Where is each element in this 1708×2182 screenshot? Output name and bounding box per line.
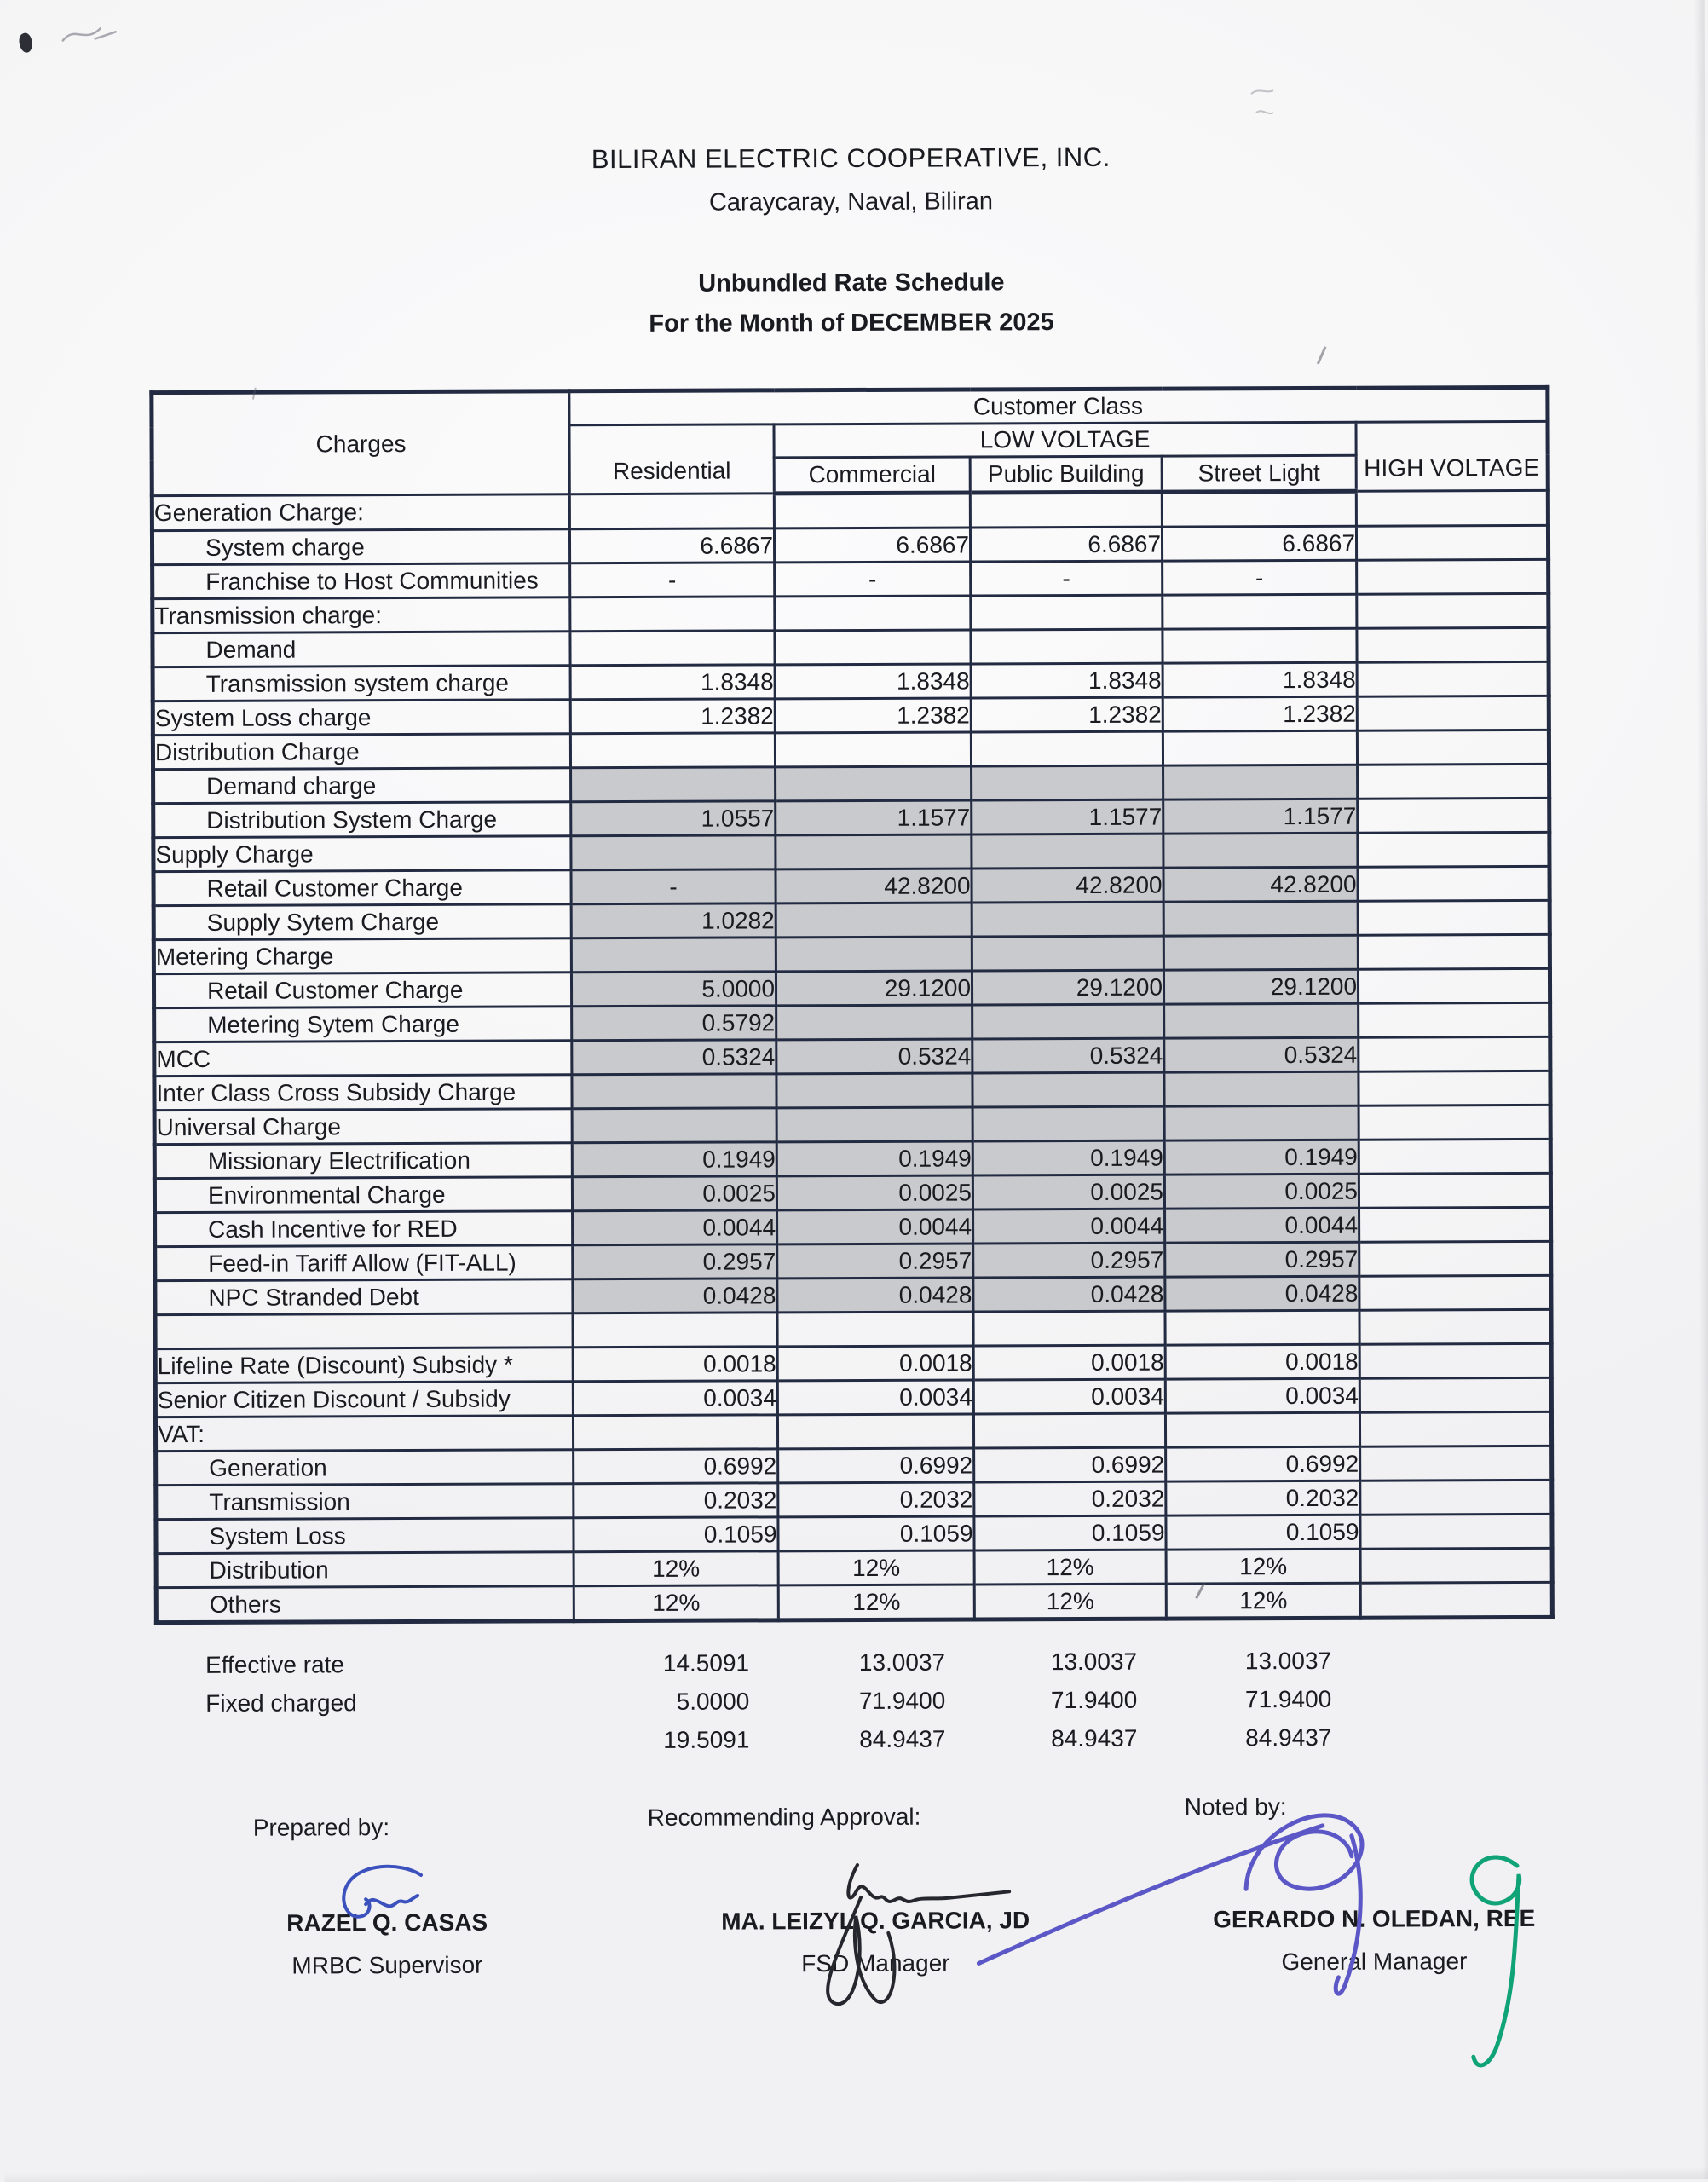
cell-high-voltage <box>1357 730 1549 765</box>
charge-label: MCC <box>154 1041 572 1077</box>
summary-residential: 14.5091 <box>662 1648 750 1677</box>
cell-commercial <box>775 596 971 631</box>
table-row <box>153 832 1549 871</box>
table-row <box>153 900 1549 939</box>
company-name: BILIRAN ELECTRIC COOPERATIVE, INC. <box>591 141 1111 175</box>
cell-high-voltage <box>1358 764 1549 799</box>
cell-high-voltage <box>1359 1309 1551 1344</box>
cell-street-light <box>1165 1412 1359 1447</box>
cell-high-voltage <box>1359 1105 1550 1140</box>
table-row <box>153 730 1549 769</box>
cell-residential: 5.0000 <box>571 972 776 1007</box>
cell-public-building: 1.8348 <box>971 663 1163 698</box>
prepared-title: MRBC Supervisor <box>291 1951 483 1979</box>
pencil-scribble-artifact <box>58 18 126 52</box>
header-residential: Residential <box>569 424 774 494</box>
recommending-name: MA. LEIZYL Q. GARCIA, JD <box>721 1907 1030 1935</box>
charge-label <box>155 1313 573 1349</box>
summary-label: Effective rate <box>205 1650 345 1678</box>
header-street-light: Street Light <box>1162 455 1356 492</box>
cell-residential <box>571 835 776 870</box>
summary-row <box>154 1641 1550 1684</box>
cell-street-light: 42.8200 <box>1163 867 1358 902</box>
cell-commercial: 0.1059 <box>778 1516 974 1551</box>
cell-residential: - <box>570 563 775 597</box>
table-row <box>155 1241 1551 1280</box>
cell-public-building <box>972 1004 1164 1039</box>
summary-high-voltage <box>1359 1698 1550 1699</box>
cell-street-light <box>1164 1071 1359 1106</box>
cell-commercial: 0.0034 <box>777 1380 973 1415</box>
schedule-title: Unbundled Rate Schedule <box>698 268 1005 297</box>
cell-public-building: 0.0034 <box>973 1379 1165 1414</box>
signature-block-prepared <box>178 1813 597 1980</box>
cell-commercial: - <box>775 562 971 597</box>
table-row <box>156 1480 1552 1519</box>
cell-commercial: 0.0044 <box>777 1209 973 1244</box>
cell-public-building: 0.0025 <box>972 1175 1164 1209</box>
cell-residential: 0.0025 <box>572 1176 776 1211</box>
cell-street-light: 0.0025 <box>1164 1174 1359 1209</box>
cell-public-building: 0.6992 <box>974 1447 1166 1482</box>
noted-title: General Manager <box>1281 1948 1468 1976</box>
charge-label: Distribution Charge <box>153 734 570 770</box>
table-row <box>153 593 1549 632</box>
cell-public-building: 0.0044 <box>973 1209 1165 1244</box>
cell-street-light: 0.0018 <box>1165 1344 1359 1379</box>
cell-high-voltage <box>1357 593 1549 628</box>
charge-label: Inter Class Cross Subsidy Charge <box>154 1075 572 1111</box>
table-row <box>156 1514 1552 1553</box>
cell-public-building <box>971 629 1163 664</box>
cell-high-voltage <box>1357 559 1549 594</box>
cell-commercial: 42.8200 <box>776 869 972 903</box>
cell-commercial: 1.8348 <box>775 664 971 699</box>
table-row <box>154 1105 1550 1144</box>
charge-label: Cash Incentive for RED <box>155 1211 573 1247</box>
cell-public-building <box>970 492 1162 528</box>
cell-commercial <box>774 493 970 528</box>
cell-residential <box>570 597 775 632</box>
cell-public-building <box>972 1072 1164 1107</box>
cell-public-building: 6.6867 <box>970 527 1162 562</box>
summary-row <box>154 1717 1550 1761</box>
cell-street-light <box>1164 1105 1359 1140</box>
cell-residential: 1.2382 <box>570 699 775 734</box>
cell-commercial: 0.1949 <box>776 1141 972 1176</box>
table-row <box>153 934 1549 973</box>
cell-street-light: 1.2382 <box>1163 696 1357 731</box>
summary-grid <box>154 1641 1551 1761</box>
schedule-period: For the Month of DECEMBER 2025 <box>649 309 1054 338</box>
table-row <box>156 1582 1552 1622</box>
charge-label: Metering Charge <box>153 938 571 974</box>
cell-residential: 12% <box>574 1551 778 1586</box>
charge-label: System Loss <box>156 1518 574 1554</box>
summary-street-light: 13.0037 <box>1244 1647 1332 1674</box>
cell-commercial <box>776 834 972 869</box>
cell-residential: 0.2032 <box>574 1483 778 1518</box>
cell-commercial: 29.1200 <box>776 971 972 1006</box>
prepared-name: RAZEL Q. CASAS <box>286 1908 488 1937</box>
cell-public-building: 42.8200 <box>972 868 1163 903</box>
cell-residential: - <box>571 869 776 904</box>
table-row <box>154 1002 1550 1042</box>
charge-label: Franchise to Host Communities <box>153 563 570 599</box>
cell-high-voltage <box>1360 1548 1552 1583</box>
cell-high-voltage <box>1359 1343 1551 1378</box>
cell-residential: 12% <box>574 1585 778 1621</box>
cell-street-light: 0.1059 <box>1166 1515 1360 1550</box>
prepared-caption: Prepared by: <box>252 1814 390 1841</box>
ink-blot-artifact <box>17 32 34 54</box>
summary-public-building: 84.9437 <box>1051 1724 1138 1752</box>
charge-label: Feed-in Tariff Allow (FIT-ALL) <box>155 1245 573 1281</box>
cell-residential: 0.0034 <box>573 1381 777 1416</box>
cell-commercial <box>776 1005 972 1040</box>
cell-residential: 0.2957 <box>573 1244 777 1279</box>
cell-street-light <box>1163 935 1358 970</box>
cell-residential <box>569 494 774 529</box>
cell-residential: 0.1059 <box>574 1517 778 1552</box>
cell-residential: 1.0557 <box>571 801 776 836</box>
cell-public-building <box>972 834 1163 869</box>
cell-high-voltage <box>1359 1377 1551 1412</box>
cell-high-voltage <box>1360 1582 1552 1618</box>
summary-high-voltage <box>1359 1736 1550 1737</box>
header-high-voltage: HIGH VOLTAGE <box>1356 421 1548 491</box>
cell-residential: 1.0282 <box>571 903 776 938</box>
summary-public-building: 13.0037 <box>1050 1648 1138 1675</box>
header-low-voltage: LOW VOLTAGE <box>774 422 1356 458</box>
cell-residential: 0.1949 <box>572 1142 776 1177</box>
table-row <box>155 1377 1551 1417</box>
summary-label: Fixed charged <box>205 1688 357 1717</box>
cell-high-voltage <box>1356 490 1548 526</box>
charge-label: Metering Sytem Charge <box>154 1007 572 1042</box>
table-row <box>155 1275 1551 1314</box>
cell-residential: 0.0428 <box>573 1279 777 1313</box>
cell-street-light: 0.1949 <box>1164 1140 1359 1175</box>
summary-commercial: 13.0037 <box>858 1648 946 1676</box>
table-row <box>152 525 1548 564</box>
cell-high-voltage <box>1359 1207 1551 1242</box>
cell-high-voltage <box>1357 661 1549 696</box>
rate-table <box>149 385 1555 1625</box>
recommending-caption: Recommending Approval: <box>647 1803 921 1831</box>
table-row <box>155 1207 1551 1246</box>
cell-high-voltage <box>1358 934 1549 969</box>
cell-public-building: 0.0018 <box>973 1345 1165 1380</box>
cell-residential <box>571 938 776 973</box>
table-row <box>154 1071 1550 1110</box>
charge-label: Supply Charge <box>153 836 571 872</box>
cell-high-voltage <box>1358 798 1549 833</box>
cell-residential: 0.5792 <box>572 1006 776 1041</box>
company-address: Caraycaray, Naval, Biliran <box>708 188 994 216</box>
cell-residential: 0.0044 <box>573 1210 777 1245</box>
cell-street-light <box>1163 901 1358 936</box>
rate-table-header <box>152 387 1548 495</box>
cell-public-building <box>971 731 1163 766</box>
charge-label: Missionary Electrification <box>154 1143 572 1179</box>
pencil-smudge-artifact <box>1246 84 1280 131</box>
cell-commercial: 1.1577 <box>776 800 972 835</box>
cell-street-light: - <box>1163 560 1357 595</box>
charge-label: System Loss charge <box>153 700 570 736</box>
charge-label: Environmental Charge <box>154 1177 572 1213</box>
charge-label: Transmission charge: <box>153 597 570 633</box>
cell-public-building <box>973 1311 1165 1346</box>
cell-street-light: 0.6992 <box>1166 1446 1360 1481</box>
cell-high-voltage <box>1360 1446 1552 1481</box>
header-commercial: Commercial <box>774 457 970 494</box>
charge-label: Retail Customer Charge <box>153 973 571 1008</box>
cell-commercial <box>776 937 972 972</box>
cell-residential: 0.5324 <box>572 1040 776 1075</box>
cell-public-building <box>972 936 1163 971</box>
summary-label <box>154 1740 572 1742</box>
summary-row <box>154 1679 1550 1723</box>
cell-commercial: 12% <box>778 1585 974 1620</box>
cell-public-building <box>971 595 1163 630</box>
cell-high-voltage <box>1359 1173 1550 1208</box>
cell-high-voltage <box>1357 696 1549 730</box>
charge-label: Demand <box>153 632 570 667</box>
charge-label: Generation <box>156 1450 574 1486</box>
cell-high-voltage <box>1358 866 1549 901</box>
cell-high-voltage <box>1360 1480 1552 1515</box>
cell-public-building <box>972 902 1163 937</box>
charge-label: Universal Charge <box>154 1109 572 1145</box>
cell-high-voltage <box>1359 1139 1550 1174</box>
cell-street-light: 1.8348 <box>1163 662 1357 697</box>
cell-high-voltage <box>1360 1514 1552 1549</box>
cell-residential <box>570 733 775 768</box>
cell-street-light <box>1163 628 1357 663</box>
charge-label: Distribution System Charge <box>153 802 571 838</box>
table-row <box>156 1446 1552 1485</box>
cell-street-light: 0.2032 <box>1166 1481 1360 1515</box>
charge-label: Lifeline Rate (Discount) Subsidy * <box>155 1348 573 1383</box>
scan-bottom-shadow <box>4 2167 1708 2182</box>
cell-public-building: 0.2032 <box>974 1481 1166 1516</box>
cell-street-light: 0.5324 <box>1164 1037 1359 1072</box>
cell-commercial: 0.2032 <box>778 1482 974 1517</box>
header-customer-class: Customer Class <box>569 387 1548 424</box>
cell-residential <box>572 1074 776 1109</box>
cell-public-building <box>972 1106 1164 1141</box>
table-row <box>155 1343 1551 1383</box>
summary-residential: 19.5091 <box>663 1725 750 1753</box>
charge-label: Retail Customer Charge <box>153 870 571 906</box>
charge-label: Senior Citizen Discount / Subsidy <box>155 1382 573 1417</box>
table-row <box>153 798 1549 837</box>
cell-commercial <box>777 1312 973 1347</box>
summary-street-light: 71.9400 <box>1244 1685 1332 1712</box>
cell-high-voltage <box>1359 1241 1551 1276</box>
cell-street-light: 0.0034 <box>1165 1378 1359 1413</box>
signature-block-recommending <box>632 1803 1119 1978</box>
cell-street-light <box>1163 594 1357 629</box>
cell-street-light <box>1163 730 1357 765</box>
table-row <box>155 1309 1551 1348</box>
table-row <box>153 627 1549 667</box>
cell-public-building: 1.1577 <box>972 799 1163 834</box>
cell-street-light: 0.0428 <box>1165 1276 1359 1311</box>
cell-public-building: 0.1059 <box>974 1515 1166 1550</box>
cell-residential: 6.6867 <box>569 528 774 563</box>
cell-high-voltage <box>1359 1002 1550 1037</box>
cell-public-building: 1.2382 <box>971 697 1163 732</box>
summary-commercial: 71.9400 <box>858 1687 946 1714</box>
noted-caption: Noted by: <box>1184 1793 1287 1821</box>
table-row <box>155 1411 1551 1451</box>
charge-label: Supply Sytem Charge <box>153 904 571 940</box>
pen-tick-artifact <box>1317 346 1327 364</box>
cell-commercial: 6.6867 <box>774 528 970 563</box>
summary-street-light: 84.9437 <box>1245 1723 1332 1751</box>
cell-commercial: 12% <box>778 1550 974 1585</box>
table-row <box>152 490 1548 530</box>
charge-label: VAT: <box>155 1416 573 1452</box>
cell-high-voltage <box>1358 832 1549 867</box>
cell-commercial: 0.6992 <box>778 1448 974 1483</box>
cell-street-light <box>1165 1310 1359 1345</box>
cell-residential <box>573 1415 777 1450</box>
cell-commercial <box>776 1107 972 1142</box>
cell-street-light <box>1163 833 1358 868</box>
cell-residential <box>570 631 775 666</box>
table-row <box>154 1139 1550 1178</box>
cell-commercial: 0.2957 <box>777 1244 973 1279</box>
charge-label: Transmission <box>156 1484 574 1520</box>
rate-table-body <box>152 490 1552 1622</box>
document-header <box>0 140 1705 341</box>
charge-label: Demand charge <box>153 768 571 804</box>
cell-street-light: 12% <box>1166 1583 1360 1619</box>
table-row <box>153 661 1549 701</box>
table-row <box>153 559 1549 598</box>
cell-high-voltage <box>1359 1275 1551 1310</box>
cell-residential: 1.8348 <box>570 665 775 700</box>
cell-public-building: 0.5324 <box>972 1038 1164 1073</box>
cell-high-voltage <box>1359 1411 1551 1446</box>
recommending-title: FSD Manager <box>801 1949 950 1977</box>
cell-public-building: 0.0428 <box>973 1277 1165 1312</box>
cell-public-building: - <box>971 561 1163 596</box>
signature-block-noted <box>1152 1792 1596 1977</box>
cell-street-light <box>1162 491 1356 527</box>
cell-public-building: 0.2957 <box>973 1243 1165 1278</box>
cell-commercial <box>775 732 971 767</box>
cell-commercial <box>775 630 971 665</box>
cell-commercial <box>777 1414 973 1449</box>
table-row <box>156 1548 1552 1587</box>
cell-commercial <box>776 903 972 938</box>
noted-name: GERARDO N. OLEDAN, REE <box>1213 1904 1536 1933</box>
cell-residential <box>573 1313 777 1348</box>
table-row <box>153 866 1549 905</box>
cell-commercial: 0.0018 <box>777 1346 973 1381</box>
cell-high-voltage <box>1356 525 1548 560</box>
cell-street-light: 29.1200 <box>1163 969 1358 1004</box>
table-row <box>153 968 1549 1007</box>
cell-street-light: 12% <box>1166 1549 1360 1584</box>
cell-high-voltage <box>1357 627 1549 662</box>
charge-label: Generation Charge: <box>152 494 569 531</box>
cell-street-light: 6.6867 <box>1162 526 1356 561</box>
cell-street-light: 1.1577 <box>1163 799 1358 834</box>
header-charges: Charges <box>152 391 569 496</box>
cell-public-building: 29.1200 <box>972 970 1163 1005</box>
cell-street-light <box>1163 765 1358 799</box>
cell-high-voltage <box>1358 968 1549 1003</box>
summary-public-building: 71.9400 <box>1050 1686 1138 1713</box>
summary-residential: 5.0000 <box>676 1687 750 1715</box>
table-row <box>153 696 1549 735</box>
cell-public-building <box>972 765 1163 800</box>
cell-commercial: 0.0025 <box>776 1175 972 1210</box>
cell-commercial <box>776 1073 972 1108</box>
cell-street-light: 0.2957 <box>1165 1242 1359 1277</box>
cell-high-voltage <box>1358 900 1549 935</box>
cell-high-voltage <box>1359 1071 1550 1105</box>
header-public-building: Public Building <box>970 456 1162 493</box>
cell-commercial <box>776 766 972 801</box>
summary-commercial: 84.9437 <box>859 1725 946 1752</box>
cell-public-building <box>973 1413 1165 1448</box>
cell-street-light <box>1164 1003 1359 1038</box>
cell-residential <box>571 767 776 802</box>
cell-street-light: 0.0044 <box>1165 1208 1359 1243</box>
cell-commercial: 0.5324 <box>776 1039 972 1074</box>
charge-label: Others <box>156 1586 574 1623</box>
cell-high-voltage <box>1359 1036 1550 1071</box>
cell-public-building: 12% <box>974 1584 1166 1619</box>
charge-label: NPC Stranded Debt <box>155 1279 573 1315</box>
charge-label: System charge <box>152 529 569 565</box>
cell-residential: 0.6992 <box>574 1449 778 1484</box>
cell-residential: 0.0018 <box>573 1347 777 1382</box>
table-row <box>154 1036 1550 1076</box>
cell-residential <box>572 1108 776 1143</box>
cell-public-building: 12% <box>974 1550 1166 1585</box>
table-row <box>153 764 1549 803</box>
cell-commercial: 1.2382 <box>775 698 971 733</box>
cell-public-building: 0.1949 <box>972 1140 1164 1175</box>
charge-label: Transmission system charge <box>153 666 570 701</box>
cell-commercial: 0.0428 <box>777 1278 973 1313</box>
charge-label: Distribution <box>156 1552 574 1588</box>
table-row <box>154 1173 1550 1212</box>
